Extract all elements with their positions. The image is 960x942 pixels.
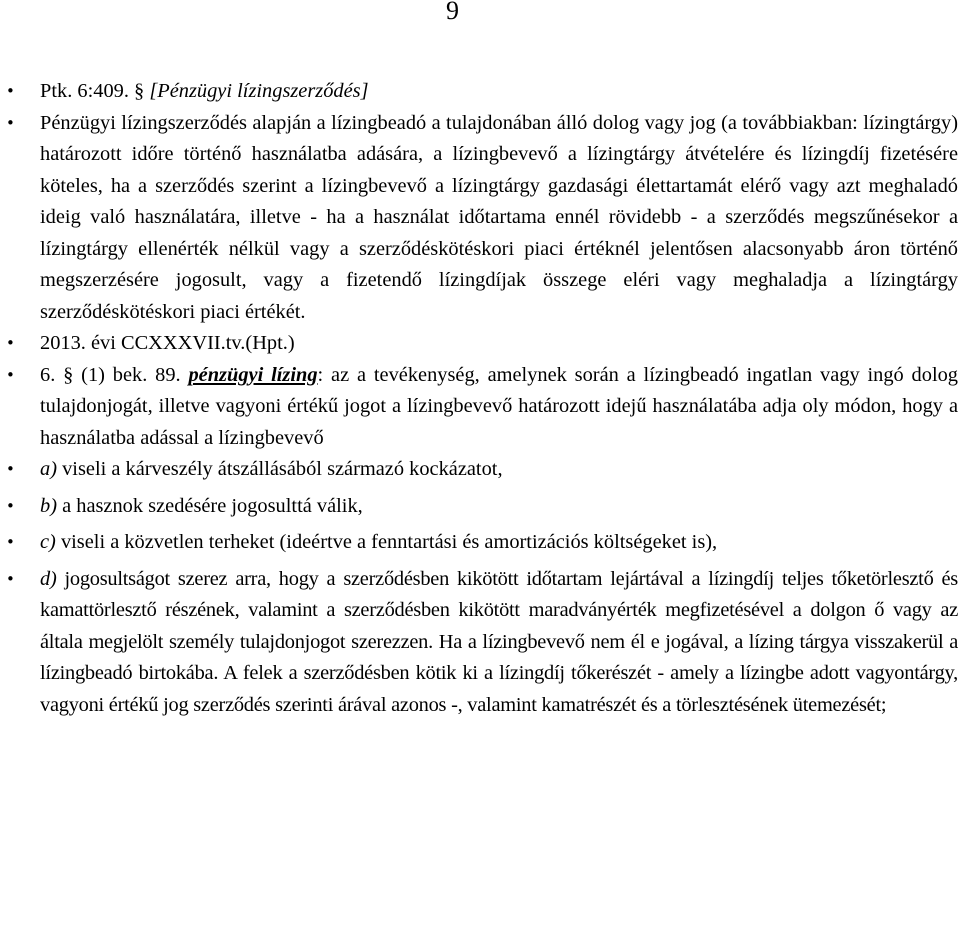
list-item-sub-b: [0, 491, 960, 523]
sub-d-text: jogosultságot szerez arra, hogy a szerződésben kikötött időtartam lejártával a lízingdíj teljes tőketörlesztő és kamattörlesztő részének, valamint a szerződésben kikötött maradványérték megfizetésével a dolgon ő vagy az általa megjelölt személy tulajdonjogot szerezzen. Ha a lízingbevevő nem él e jogával, a lízing tárgya visszakerül a lízingbeadó birtokába. A felek a szerződésben kötik ki a lízingdíj tőkerészét - amely a lízingbe adott vagyontárgy, vagyoni értékű jog szerződés szerinti árával azonos -, valamint kamatrészét és a törlesztésének ütemezését;: [40, 567, 958, 716]
section-title: [Pénzügyi lízingszerződés]: [149, 80, 369, 102]
definition-text: Pénzügyi lízingszerződés alapján a lízingbeadó a tulajdonában álló dolog vagy jog (a továbbiakban: lízingtárgy) határozott időre történő használatba adására, a lízingbevevő a lízingtárgy átvételére és lízingdíj fizetésére köteles, ha a szerződés szerint a lízingbevevő a lízingtárgy gazdasági élettartamát elérő vagy azt meghaladó ideig való használatára, illetve - ha a használat időtartama ennél rövidebb - a szerződés megszűnésekor a lízingtárgy ellenérték nélkül vagy a szerződéskötéskori piaci értéknél jelentősen alacsonyabb áron történő megszerzésére jogosult, vagy a fizetendő lízingdíjak összege eléri vagy meghaladja a lízingtárgy szerződéskötéskori piaci értékét.: [40, 111, 958, 323]
ptk-reference: Ptk. 6:409. §: [40, 80, 145, 102]
list-item-law-reference: [0, 328, 960, 360]
list-item-sub-d: [0, 564, 960, 722]
list-item-sub-a: [0, 454, 960, 486]
defined-term: pénzügyi lízing: [188, 363, 318, 386]
bullet-list: [0, 76, 960, 721]
sub-d-letter: d): [40, 567, 57, 590]
sub-b-text: a hasznok szedésére jogosulttá válik,: [57, 494, 363, 517]
list-item-ptk: [0, 76, 960, 108]
sub-c-letter: c): [40, 531, 56, 553]
list-item-definition: [0, 108, 960, 329]
hpt-reference: 6. § (1) bek. 89.: [40, 363, 181, 386]
sub-a-letter: a): [40, 458, 57, 480]
sub-a-text: viseli a kárveszély átszállásából származó kockázatot,: [57, 458, 503, 480]
sub-c-text: viseli a közvetlen terheket (ideértve a fenntartási és amortizációs költségeket is),: [55, 531, 718, 553]
sub-b-letter: b): [40, 494, 57, 517]
list-item-hpt: [0, 360, 960, 455]
list-item-sub-c: [0, 527, 960, 559]
page-number: 9: [446, 0, 459, 25]
law-reference-text: 2013. évi CCXXXVII.tv.(Hpt.): [40, 332, 295, 354]
hpt-definition-text: : az a tevékenység, amelynek során a lízingbeadó ingatlan vagy ingó dolog tulajdonjogát, illetve vagyoni értékű jogot a lízingbevevő határozott idejű használatába adja oly módon, hogy a használatba adással a lízingbevevő: [40, 363, 958, 449]
document-body: [0, 76, 960, 721]
